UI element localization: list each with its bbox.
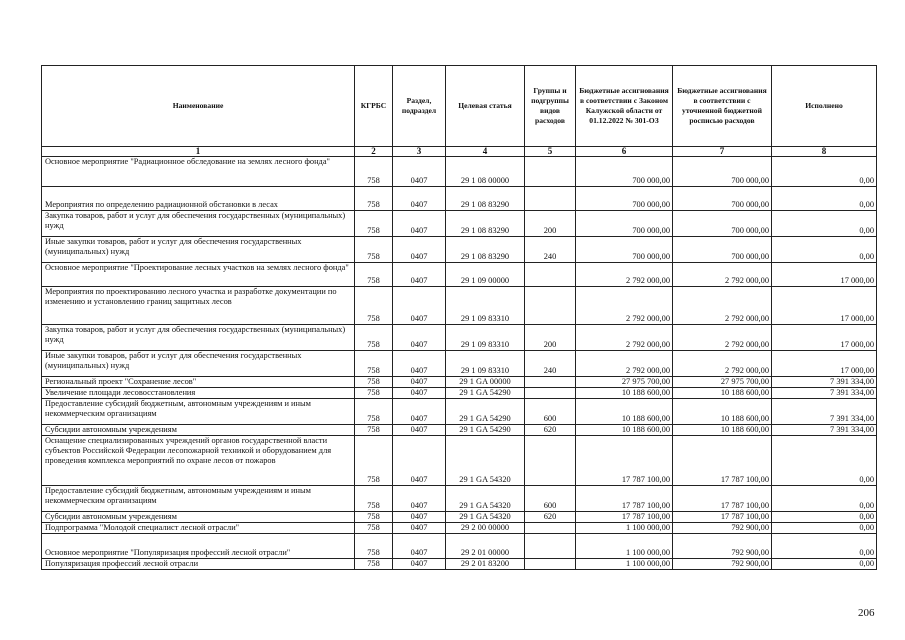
table-row (42, 325, 877, 351)
row-executed-amount: 17 000,00 (772, 287, 877, 325)
row-executed-amount: 0,00 (772, 534, 877, 559)
header-name: Наименование (42, 66, 355, 147)
row-target: 29 1 08 83290 (446, 237, 525, 263)
row-group (525, 388, 576, 399)
row-refined-amount: 700 000,00 (673, 157, 772, 187)
table-row (42, 559, 877, 570)
header-target: Целевая статья (446, 66, 525, 147)
row-name: Подпрограмма "Молодой специалист лесной отрасли" (42, 523, 355, 534)
column-number: 8 (772, 147, 877, 157)
row-kgrbs: 758 (355, 377, 393, 388)
row-refined-amount: 792 900,00 (673, 523, 772, 534)
row-name: Мероприятия по проектированию лесного участка и разработке документации по изменению и установлению границ защитных лесов (42, 287, 355, 325)
row-name: Закупка товаров, работ и услуг для обеспечения государственных (муниципальных) нужд (42, 211, 355, 237)
table-row (42, 377, 877, 388)
row-refined-amount: 17 787 100,00 (673, 486, 772, 512)
column-number: 2 (355, 147, 393, 157)
table-row (42, 157, 877, 187)
table-row (42, 287, 877, 325)
row-refined-amount: 17 787 100,00 (673, 512, 772, 523)
row-section: 0407 (393, 211, 446, 237)
row-group: 240 (525, 237, 576, 263)
row-name: Иные закупки товаров, работ и услуг для обеспечения государственных (муниципальных) нужд (42, 237, 355, 263)
header-section: Раздел, подраздел (393, 66, 446, 147)
row-refined-amount: 2 792 000,00 (673, 287, 772, 325)
column-number: 1 (42, 147, 355, 157)
row-group (525, 559, 576, 570)
row-section: 0407 (393, 351, 446, 377)
row-target: 29 1 GA 54320 (446, 486, 525, 512)
row-refined-amount: 2 792 000,00 (673, 263, 772, 287)
row-name: Региональный проект "Сохранение лесов" (42, 377, 355, 388)
row-executed-amount: 7 391 334,00 (772, 399, 877, 425)
row-group: 200 (525, 211, 576, 237)
table-row (42, 351, 877, 377)
row-target: 29 1 09 83310 (446, 287, 525, 325)
row-executed-amount: 7 391 334,00 (772, 388, 877, 399)
table-row (42, 534, 877, 559)
row-kgrbs: 758 (355, 187, 393, 211)
row-executed-amount: 0,00 (772, 486, 877, 512)
row-executed-amount: 0,00 (772, 157, 877, 187)
table-row (42, 211, 877, 237)
row-law-amount: 27 975 700,00 (576, 377, 673, 388)
row-refined-amount: 2 792 000,00 (673, 351, 772, 377)
row-law-amount: 17 787 100,00 (576, 436, 673, 486)
row-law-amount: 17 787 100,00 (576, 486, 673, 512)
row-law-amount: 1 100 000,00 (576, 534, 673, 559)
row-target: 29 1 08 83290 (446, 187, 525, 211)
row-kgrbs: 758 (355, 211, 393, 237)
header-row (42, 66, 877, 147)
row-refined-amount: 10 188 600,00 (673, 399, 772, 425)
row-section: 0407 (393, 157, 446, 187)
row-group: 240 (525, 351, 576, 377)
row-law-amount: 2 792 000,00 (576, 287, 673, 325)
row-executed-amount: 0,00 (772, 523, 877, 534)
row-law-amount: 2 792 000,00 (576, 263, 673, 287)
header-kgrbs: КГРБС (355, 66, 393, 147)
row-executed-amount: 0,00 (772, 211, 877, 237)
row-kgrbs: 758 (355, 351, 393, 377)
row-law-amount: 10 188 600,00 (576, 399, 673, 425)
row-executed-amount: 17 000,00 (772, 351, 877, 377)
row-section: 0407 (393, 287, 446, 325)
row-executed-amount: 7 391 334,00 (772, 425, 877, 436)
budget-table (41, 65, 877, 570)
row-refined-amount: 700 000,00 (673, 211, 772, 237)
row-kgrbs: 758 (355, 325, 393, 351)
header-law: Бюджетные ассигнования в соответствии с Законом Калужской области от 01.12.2022 № 301-ОЗ (576, 66, 673, 147)
row-executed-amount: 17 000,00 (772, 263, 877, 287)
row-law-amount: 17 787 100,00 (576, 512, 673, 523)
row-group (525, 534, 576, 559)
row-name: Основное мероприятие "Проектирование лесных участков на землях лесного фонда" (42, 263, 355, 287)
row-refined-amount: 792 900,00 (673, 534, 772, 559)
row-group: 600 (525, 399, 576, 425)
row-target: 29 1 GA 54320 (446, 512, 525, 523)
row-law-amount: 700 000,00 (576, 237, 673, 263)
row-target: 29 1 GA 54290 (446, 388, 525, 399)
row-law-amount: 700 000,00 (576, 211, 673, 237)
row-group (525, 523, 576, 534)
row-target: 29 2 01 83200 (446, 559, 525, 570)
row-target: 29 2 00 00000 (446, 523, 525, 534)
row-name: Оснащение специализированных учреждений органов государственной власти субъектов Российской Федерации лесопожарной техникой и оборудованием для проведения комплекса мероприятий по охране лесов от пожаров (42, 436, 355, 486)
column-number: 7 (673, 147, 772, 157)
row-section: 0407 (393, 325, 446, 351)
header-executed: Исполнено (772, 66, 877, 147)
row-refined-amount: 700 000,00 (673, 187, 772, 211)
row-section: 0407 (393, 399, 446, 425)
row-group (525, 157, 576, 187)
row-group: 620 (525, 512, 576, 523)
row-section: 0407 (393, 187, 446, 211)
row-kgrbs: 758 (355, 425, 393, 436)
row-law-amount: 700 000,00 (576, 187, 673, 211)
row-kgrbs: 758 (355, 399, 393, 425)
row-kgrbs: 758 (355, 512, 393, 523)
row-law-amount: 700 000,00 (576, 157, 673, 187)
row-refined-amount: 10 188 600,00 (673, 425, 772, 436)
row-refined-amount: 10 188 600,00 (673, 388, 772, 399)
row-target: 29 1 GA 54320 (446, 436, 525, 486)
row-name: Иные закупки товаров, работ и услуг для обеспечения государственных (муниципальных) нужд (42, 351, 355, 377)
row-kgrbs: 758 (355, 559, 393, 570)
row-section: 0407 (393, 559, 446, 570)
row-refined-amount: 700 000,00 (673, 237, 772, 263)
table-row (42, 486, 877, 512)
row-refined-amount: 27 975 700,00 (673, 377, 772, 388)
row-section: 0407 (393, 512, 446, 523)
row-kgrbs: 758 (355, 388, 393, 399)
row-executed-amount: 17 000,00 (772, 325, 877, 351)
row-section: 0407 (393, 523, 446, 534)
table-row (42, 436, 877, 486)
row-section: 0407 (393, 436, 446, 486)
header-refined: Бюджетные ассигнования в соответствии с уточненной бюджетной росписью расходов (673, 66, 772, 147)
row-target: 29 1 09 00000 (446, 263, 525, 287)
table-row (42, 388, 877, 399)
row-law-amount: 10 188 600,00 (576, 425, 673, 436)
row-law-amount: 1 100 000,00 (576, 559, 673, 570)
row-target: 29 1 09 83310 (446, 325, 525, 351)
table-row (42, 237, 877, 263)
row-section: 0407 (393, 263, 446, 287)
row-group (525, 287, 576, 325)
row-executed-amount: 0,00 (772, 436, 877, 486)
row-name: Субсидии автономным учреждениям (42, 425, 355, 436)
row-kgrbs: 758 (355, 287, 393, 325)
row-section: 0407 (393, 534, 446, 559)
row-group: 600 (525, 486, 576, 512)
row-section: 0407 (393, 377, 446, 388)
row-target: 29 1 08 83290 (446, 211, 525, 237)
header-groups: Группы и подгруппы видов расходов (525, 66, 576, 147)
row-law-amount: 10 188 600,00 (576, 388, 673, 399)
row-kgrbs: 758 (355, 263, 393, 287)
row-section: 0407 (393, 486, 446, 512)
row-group: 620 (525, 425, 576, 436)
row-name: Основное мероприятие "Популяризация профессий лесной отрасли" (42, 534, 355, 559)
row-kgrbs: 758 (355, 523, 393, 534)
row-target: 29 1 GA 54290 (446, 425, 525, 436)
row-group (525, 187, 576, 211)
row-kgrbs: 758 (355, 534, 393, 559)
row-section: 0407 (393, 425, 446, 436)
row-target: 29 1 09 83310 (446, 351, 525, 377)
column-number: 4 (446, 147, 525, 157)
row-kgrbs: 758 (355, 436, 393, 486)
row-group (525, 263, 576, 287)
row-target: 29 1 GA 54290 (446, 399, 525, 425)
row-kgrbs: 758 (355, 237, 393, 263)
row-executed-amount: 0,00 (772, 512, 877, 523)
row-group (525, 436, 576, 486)
column-number: 5 (525, 147, 576, 157)
row-refined-amount: 792 900,00 (673, 559, 772, 570)
row-name: Основное мероприятие "Радиационное обследование на землях лесного фонда" (42, 157, 355, 187)
row-kgrbs: 758 (355, 486, 393, 512)
row-name: Популяризация профессий лесной отрасли (42, 559, 355, 570)
row-law-amount: 1 100 000,00 (576, 523, 673, 534)
table-row (42, 523, 877, 534)
row-kgrbs: 758 (355, 157, 393, 187)
row-group: 200 (525, 325, 576, 351)
row-refined-amount: 2 792 000,00 (673, 325, 772, 351)
table-row (42, 399, 877, 425)
row-executed-amount: 0,00 (772, 559, 877, 570)
row-target: 29 2 01 00000 (446, 534, 525, 559)
table-row (42, 187, 877, 211)
row-name: Мероприятия по определению радиационной обстановки в лесах (42, 187, 355, 211)
row-target: 29 1 08 00000 (446, 157, 525, 187)
row-law-amount: 2 792 000,00 (576, 325, 673, 351)
column-number-row (42, 147, 877, 157)
table-row (42, 512, 877, 523)
row-law-amount: 2 792 000,00 (576, 351, 673, 377)
column-number: 3 (393, 147, 446, 157)
row-refined-amount: 17 787 100,00 (673, 436, 772, 486)
row-target: 29 1 GA 00000 (446, 377, 525, 388)
row-name: Закупка товаров, работ и услуг для обеспечения государственных (муниципальных) нужд (42, 325, 355, 351)
row-name: Субсидии автономным учреждениям (42, 512, 355, 523)
page-number: 206 (858, 607, 875, 619)
row-executed-amount: 0,00 (772, 187, 877, 211)
table-row (42, 425, 877, 436)
row-executed-amount: 0,00 (772, 237, 877, 263)
row-name: Увеличение площади лесовосстановления (42, 388, 355, 399)
row-group (525, 377, 576, 388)
table-row (42, 263, 877, 287)
row-executed-amount: 7 391 334,00 (772, 377, 877, 388)
row-section: 0407 (393, 237, 446, 263)
column-number: 6 (576, 147, 673, 157)
row-name: Предоставление субсидий бюджетным, автономным учреждениям и иным некоммерческим организациям (42, 486, 355, 512)
row-name: Предоставление субсидий бюджетным, автономным учреждениям и иным некоммерческим организациям (42, 399, 355, 425)
row-section: 0407 (393, 388, 446, 399)
